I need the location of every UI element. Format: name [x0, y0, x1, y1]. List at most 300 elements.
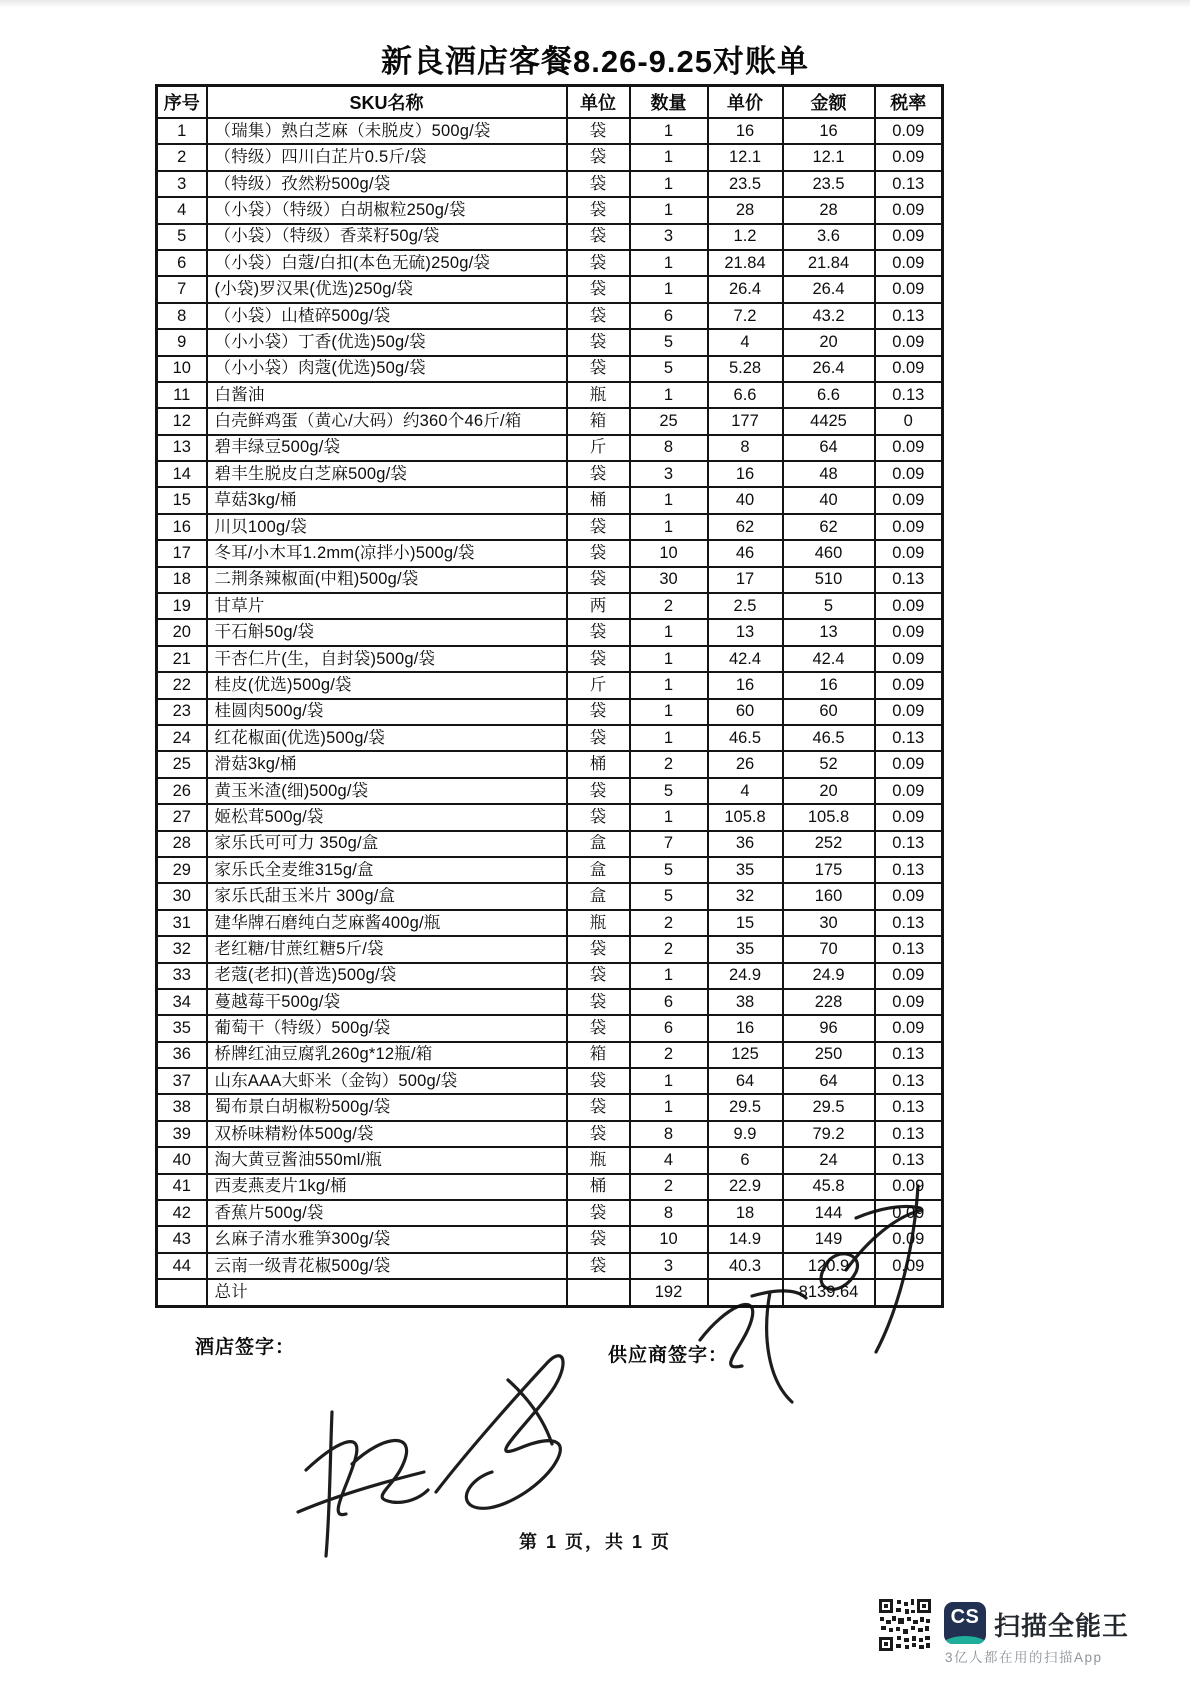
cell-unit: 瓶: [567, 1147, 630, 1173]
cell-tax-rate: 0.09: [875, 963, 943, 989]
cell-tax-rate: 0.09: [875, 699, 943, 725]
table-row: [157, 1068, 943, 1094]
table-row: [157, 936, 943, 962]
cell-unit: 袋: [567, 1068, 630, 1094]
cell-quantity: 1: [630, 1068, 708, 1094]
table-row: [157, 1121, 943, 1147]
cell-amount: 105.8: [783, 804, 875, 830]
cell-quantity: 192: [630, 1279, 708, 1306]
cell-sku-name: 家乐氏可可力 350g/盒: [207, 831, 567, 857]
table-row: [157, 461, 943, 487]
cell-amount: 40: [783, 487, 875, 513]
table-row: [157, 567, 943, 593]
cell-sku-name: （瑞集）熟白芝麻（未脱皮）500g/袋: [207, 118, 567, 144]
cell-index: 22: [157, 672, 207, 698]
cell-index: 40: [157, 1147, 207, 1173]
cell-quantity: 3: [630, 224, 708, 250]
cell-tax-rate: 0.09: [875, 144, 943, 170]
cell-unit: 桶: [567, 751, 630, 777]
supplier-signature-label: 供应商签字：: [608, 1345, 729, 1366]
table-row: [157, 910, 943, 936]
cell-quantity: 2: [630, 593, 708, 619]
cell-unit-price: 38: [708, 989, 783, 1015]
cell-amount: 175: [783, 857, 875, 883]
cell-amount: 52: [783, 751, 875, 777]
cell-unit-price: 46: [708, 540, 783, 566]
table-row: [157, 857, 943, 883]
cs-logo-accent: [944, 1636, 986, 1644]
cell-quantity: 1: [630, 804, 708, 830]
cell-sku-name: 干杏仁片(生，自封袋)500g/袋: [207, 646, 567, 672]
cell-sku-name: 幺麻子清水雅笋300g/袋: [207, 1226, 567, 1252]
cell-sku-name: 蔓越莓干500g/袋: [207, 989, 567, 1015]
header-quantity: 数量: [630, 86, 708, 119]
cell-unit-price: 32: [708, 883, 783, 909]
cell-unit-price: 60: [708, 699, 783, 725]
cell-unit: 袋: [567, 1121, 630, 1147]
cell-index: 2: [157, 144, 207, 170]
cell-unit-price: 14.9: [708, 1226, 783, 1252]
table-row: [157, 171, 943, 197]
table-row: [157, 144, 943, 170]
cell-unit-price: 4: [708, 329, 783, 355]
cell-tax-rate: 0.09: [875, 514, 943, 540]
cell-unit: 袋: [567, 250, 630, 276]
table-row: [157, 963, 943, 989]
signature-stroke: [436, 1356, 563, 1509]
cell-tax-rate: 0.09: [875, 1174, 943, 1200]
table-row: [157, 1226, 943, 1252]
cell-quantity: 1: [630, 197, 708, 223]
cell-quantity: 5: [630, 778, 708, 804]
cell-unit: 袋: [567, 303, 630, 329]
camscanner-watermark: [878, 1596, 1130, 1666]
signature-stroke: [352, 1440, 428, 1502]
cell-quantity: 2: [630, 1174, 708, 1200]
cell-amount: 20: [783, 778, 875, 804]
cell-quantity: 1: [630, 382, 708, 408]
cell-unit-price: [708, 1279, 783, 1306]
cell-tax-rate: 0.09: [875, 435, 943, 461]
header-unit-price: 单价: [708, 86, 783, 119]
cell-sku-name: 总计: [207, 1279, 567, 1306]
cell-quantity: 8: [630, 1121, 708, 1147]
cell-unit-price: 4: [708, 778, 783, 804]
cell-unit-price: 42.4: [708, 646, 783, 672]
cell-unit-price: 5.28: [708, 356, 783, 382]
cell-tax-rate: 0.13: [875, 1042, 943, 1068]
cell-amount: 460: [783, 540, 875, 566]
cell-sku-name: （特级）四川白芷片0.5斤/袋: [207, 144, 567, 170]
cell-quantity: 5: [630, 857, 708, 883]
cell-quantity: 8: [630, 1200, 708, 1226]
cell-index: 36: [157, 1042, 207, 1068]
table-row: [157, 593, 943, 619]
cell-unit-price: 36: [708, 831, 783, 857]
cell-unit: 斤: [567, 435, 630, 461]
cell-sku-name: 甘草片: [207, 593, 567, 619]
cell-unit: 袋: [567, 540, 630, 566]
cell-tax-rate: 0.13: [875, 1147, 943, 1173]
cell-index: 39: [157, 1121, 207, 1147]
table-row: [157, 1147, 943, 1173]
cell-tax-rate: 0.09: [875, 751, 943, 777]
table-row: [157, 303, 943, 329]
camscanner-slogan: 3亿人都在用的扫描App: [945, 1650, 1103, 1665]
cell-unit-price: 21.84: [708, 250, 783, 276]
cell-tax-rate: 0.09: [875, 989, 943, 1015]
table-body: [157, 118, 943, 1306]
cell-amount: 48: [783, 461, 875, 487]
cell-amount: 20: [783, 329, 875, 355]
cell-unit-price: 2.5: [708, 593, 783, 619]
cell-index: [157, 1279, 207, 1306]
cell-unit: 袋: [567, 804, 630, 830]
cell-amount: 149: [783, 1226, 875, 1252]
table-row: [157, 224, 943, 250]
cell-unit: 瓶: [567, 382, 630, 408]
cell-tax-rate: 0.13: [875, 1068, 943, 1094]
cell-amount: 16: [783, 118, 875, 144]
cell-unit: 袋: [567, 224, 630, 250]
cell-unit: 袋: [567, 276, 630, 302]
cell-amount: 29.5: [783, 1094, 875, 1120]
header-amount: 金额: [783, 86, 875, 119]
cell-unit: 箱: [567, 408, 630, 434]
cell-tax-rate: 0.09: [875, 804, 943, 830]
cell-sku-name: 桂皮(优选)500g/袋: [207, 672, 567, 698]
cell-unit-price: 23.5: [708, 171, 783, 197]
cell-index: 17: [157, 540, 207, 566]
cell-quantity: 1: [630, 619, 708, 645]
header-tax-rate: 税率: [875, 86, 943, 119]
cell-tax-rate: 0.09: [875, 1253, 943, 1279]
cell-sku-name: 碧丰生脱皮白芝麻500g/袋: [207, 461, 567, 487]
cell-amount: 64: [783, 1068, 875, 1094]
cell-amount: 160: [783, 883, 875, 909]
cell-index: 10: [157, 356, 207, 382]
cell-quantity: 1: [630, 646, 708, 672]
cell-unit-price: 35: [708, 936, 783, 962]
table-row: [157, 619, 943, 645]
cell-unit: 盒: [567, 831, 630, 857]
table-row: [157, 276, 943, 302]
table-row: [157, 1174, 943, 1200]
cell-quantity: 2: [630, 936, 708, 962]
cell-index: 24: [157, 725, 207, 751]
cell-index: 7: [157, 276, 207, 302]
cell-tax-rate: 0.09: [875, 276, 943, 302]
cell-sku-name: （小袋）（特级）白胡椒粒250g/袋: [207, 197, 567, 223]
cell-unit: 袋: [567, 1200, 630, 1226]
cell-sku-name: （特级）孜然粉500g/袋: [207, 171, 567, 197]
cell-sku-name: 老蔻(老扣)(普选)500g/袋: [207, 963, 567, 989]
cell-unit-price: 46.5: [708, 725, 783, 751]
cell-sku-name: （小袋）山楂碎500g/袋: [207, 303, 567, 329]
cell-unit: 箱: [567, 1042, 630, 1068]
cell-quantity: 6: [630, 989, 708, 1015]
signature-stroke: [767, 1292, 792, 1402]
cell-sku-name: 姬松茸500g/袋: [207, 804, 567, 830]
cell-unit-price: 18: [708, 1200, 783, 1226]
cell-index: 8: [157, 303, 207, 329]
cell-index: 19: [157, 593, 207, 619]
cell-sku-name: 建华牌石磨纯白芝麻酱400g/瓶: [207, 910, 567, 936]
cell-quantity: 3: [630, 1253, 708, 1279]
cell-index: 9: [157, 329, 207, 355]
cell-unit-price: 40: [708, 487, 783, 513]
cell-sku-name: 云南一级青花椒500g/袋: [207, 1253, 567, 1279]
cell-tax-rate: 0.13: [875, 303, 943, 329]
cell-tax-rate: 0.13: [875, 382, 943, 408]
cell-unit-price: 16: [708, 672, 783, 698]
cell-index: 29: [157, 857, 207, 883]
cell-amount: 24.9: [783, 963, 875, 989]
cell-amount: 5: [783, 593, 875, 619]
cell-tax-rate: 0.09: [875, 118, 943, 144]
cell-unit: [567, 1279, 630, 1306]
table-row: [157, 646, 943, 672]
cell-quantity: 2: [630, 1042, 708, 1068]
cell-sku-name: 干石斛50g/袋: [207, 619, 567, 645]
cell-sku-name: 家乐氏全麦维315g/盒: [207, 857, 567, 883]
reconciliation-table: [155, 84, 944, 1308]
cell-tax-rate: 0.13: [875, 171, 943, 197]
cell-unit: 袋: [567, 118, 630, 144]
cell-unit: 袋: [567, 1253, 630, 1279]
table-row: [157, 804, 943, 830]
cell-unit-price: 26.4: [708, 276, 783, 302]
camscanner-app-name: 扫描全能王: [994, 1611, 1130, 1641]
table-header-row: [157, 86, 943, 119]
cell-index: 12: [157, 408, 207, 434]
cell-unit-price: 12.1: [708, 144, 783, 170]
cell-sku-name: （小小袋）肉蔻(优选)50g/袋: [207, 356, 567, 382]
cell-index: 42: [157, 1200, 207, 1226]
cell-amount: 144: [783, 1200, 875, 1226]
cell-quantity: 25: [630, 408, 708, 434]
cell-index: 41: [157, 1174, 207, 1200]
cell-index: 11: [157, 382, 207, 408]
cell-unit-price: 13: [708, 619, 783, 645]
cell-quantity: 1: [630, 1094, 708, 1120]
cell-quantity: 4: [630, 1147, 708, 1173]
cell-unit-price: 15: [708, 910, 783, 936]
cell-index: 32: [157, 936, 207, 962]
cell-sku-name: 双桥味精粉体500g/袋: [207, 1121, 567, 1147]
cell-quantity: 1: [630, 963, 708, 989]
cell-index: 44: [157, 1253, 207, 1279]
page-number: 第 1 页，共 1 页: [518, 1532, 672, 1552]
cell-tax-rate: 0.13: [875, 1094, 943, 1120]
cell-quantity: 1: [630, 250, 708, 276]
cell-unit-price: 22.9: [708, 1174, 783, 1200]
cell-unit: 桶: [567, 487, 630, 513]
header-index: 序号: [157, 86, 207, 119]
cell-sku-name: 西麦燕麦片1kg/桶: [207, 1174, 567, 1200]
cell-quantity: 30: [630, 567, 708, 593]
table-row: [157, 989, 943, 1015]
qr-code: [878, 1598, 932, 1652]
cell-unit: 袋: [567, 619, 630, 645]
cell-quantity: 6: [630, 1015, 708, 1041]
cell-amount: 60: [783, 699, 875, 725]
signature-stroke: [306, 1442, 357, 1515]
cell-index: 27: [157, 804, 207, 830]
cell-unit: 袋: [567, 725, 630, 751]
table-row: [157, 1200, 943, 1226]
cell-index: 25: [157, 751, 207, 777]
cell-index: 33: [157, 963, 207, 989]
cell-unit: 盒: [567, 883, 630, 909]
table-row: [157, 250, 943, 276]
cell-index: 13: [157, 435, 207, 461]
cell-unit: 袋: [567, 197, 630, 223]
cell-sku-name: （小袋）（特级）香菜籽50g/袋: [207, 224, 567, 250]
cell-quantity: 1: [630, 514, 708, 540]
cell-unit: 袋: [567, 1094, 630, 1120]
cell-index: 16: [157, 514, 207, 540]
table-row: [157, 1042, 943, 1068]
scan-edge-artifact: [0, 0, 1190, 8]
cell-amount: 96: [783, 1015, 875, 1041]
cell-unit-price: 40.3: [708, 1253, 783, 1279]
table-row: [157, 408, 943, 434]
cell-amount: 28: [783, 197, 875, 223]
cell-unit: 袋: [567, 514, 630, 540]
cell-sku-name: 桂圆肉500g/袋: [207, 699, 567, 725]
cell-unit: 袋: [567, 963, 630, 989]
cell-sku-name: 香蕉片500g/袋: [207, 1200, 567, 1226]
cell-amount: 8139.64: [783, 1279, 875, 1306]
cell-sku-name: (小袋)罗汉果(优选)250g/袋: [207, 276, 567, 302]
cell-unit: 袋: [567, 778, 630, 804]
cell-tax-rate: 0.09: [875, 672, 943, 698]
cell-quantity: 1: [630, 672, 708, 698]
cell-unit: 袋: [567, 646, 630, 672]
cell-quantity: 6: [630, 303, 708, 329]
cell-tax-rate: 0.09: [875, 329, 943, 355]
cell-amount: 26.4: [783, 356, 875, 382]
cell-amount: 13: [783, 619, 875, 645]
cell-index: 23: [157, 699, 207, 725]
cell-unit-price: 16: [708, 118, 783, 144]
cell-tax-rate: 0.09: [875, 593, 943, 619]
cell-tax-rate: 0.09: [875, 540, 943, 566]
cell-tax-rate: 0: [875, 408, 943, 434]
cell-index: 15: [157, 487, 207, 513]
cell-unit-price: 62: [708, 514, 783, 540]
cell-tax-rate: 0.09: [875, 1015, 943, 1041]
cell-quantity: 1: [630, 487, 708, 513]
cell-tax-rate: 0.09: [875, 1226, 943, 1252]
cell-tax-rate: 0.13: [875, 936, 943, 962]
cs-logo: [944, 1602, 986, 1644]
cell-unit: 袋: [567, 461, 630, 487]
cell-unit-price: 6.6: [708, 382, 783, 408]
table-row: [157, 1094, 943, 1120]
cell-tax-rate: 0.09: [875, 197, 943, 223]
cell-unit-price: 26: [708, 751, 783, 777]
cell-sku-name: 桥牌红油豆腐乳260g*12瓶/箱: [207, 1042, 567, 1068]
cell-amount: 3.6: [783, 224, 875, 250]
cell-quantity: 5: [630, 356, 708, 382]
cell-tax-rate: 0.13: [875, 725, 943, 751]
cell-sku-name: 蜀布景白胡椒粉500g/袋: [207, 1094, 567, 1120]
cell-tax-rate: 0.09: [875, 356, 943, 382]
cell-sku-name: 川贝100g/袋: [207, 514, 567, 540]
cell-sku-name: 葡萄干（特级）500g/袋: [207, 1015, 567, 1041]
table-row: [157, 1253, 943, 1279]
cell-quantity: 1: [630, 276, 708, 302]
table-row: [157, 778, 943, 804]
table-row: [157, 487, 943, 513]
cell-unit-price: 1.2: [708, 224, 783, 250]
cell-amount: 45.8: [783, 1174, 875, 1200]
cell-unit-price: 35: [708, 857, 783, 883]
cell-tax-rate: [875, 1279, 943, 1306]
cell-amount: 24: [783, 1147, 875, 1173]
cell-amount: 120.9: [783, 1253, 875, 1279]
header-sku-name: SKU名称: [207, 86, 567, 119]
cell-index: 28: [157, 831, 207, 857]
cell-quantity: 1: [630, 725, 708, 751]
cell-index: 37: [157, 1068, 207, 1094]
total-row: [157, 1279, 943, 1306]
cell-amount: 6.6: [783, 382, 875, 408]
table-row: [157, 197, 943, 223]
cell-tax-rate: 0.09: [875, 646, 943, 672]
cell-index: 3: [157, 171, 207, 197]
cell-sku-name: 白壳鲜鸡蛋（黄心/大码）约360个46斤/箱: [207, 408, 567, 434]
cell-unit: 瓶: [567, 910, 630, 936]
cell-amount: 70: [783, 936, 875, 962]
cell-index: 38: [157, 1094, 207, 1120]
cell-quantity: 2: [630, 751, 708, 777]
cell-sku-name: 草菇3kg/桶: [207, 487, 567, 513]
cell-amount: 30: [783, 910, 875, 936]
cell-quantity: 3: [630, 461, 708, 487]
cell-amount: 62: [783, 514, 875, 540]
table-row: [157, 883, 943, 909]
cell-unit-price: 8: [708, 435, 783, 461]
cell-unit-price: 9.9: [708, 1121, 783, 1147]
cs-logo-text: CS: [950, 1606, 980, 1628]
cell-unit-price: 29.5: [708, 1094, 783, 1120]
cell-amount: 64: [783, 435, 875, 461]
cell-index: 34: [157, 989, 207, 1015]
cell-quantity: 10: [630, 540, 708, 566]
cell-amount: 228: [783, 989, 875, 1015]
cell-tax-rate: 0.09: [875, 250, 943, 276]
cell-sku-name: 红花椒面(优选)500g/袋: [207, 725, 567, 751]
cell-unit: 盒: [567, 857, 630, 883]
cell-amount: 43.2: [783, 303, 875, 329]
cell-quantity: 10: [630, 1226, 708, 1252]
cell-quantity: 1: [630, 699, 708, 725]
cell-amount: 252: [783, 831, 875, 857]
signature-stroke: [508, 1380, 552, 1444]
table-row: [157, 1015, 943, 1041]
cell-unit-price: 177: [708, 408, 783, 434]
cell-unit: 袋: [567, 567, 630, 593]
cell-tax-rate: 0.13: [875, 910, 943, 936]
cell-index: 18: [157, 567, 207, 593]
cell-index: 21: [157, 646, 207, 672]
cell-sku-name: 白酱油: [207, 382, 567, 408]
cell-unit-price: 17: [708, 567, 783, 593]
cell-tax-rate: 0.09: [875, 1200, 943, 1226]
